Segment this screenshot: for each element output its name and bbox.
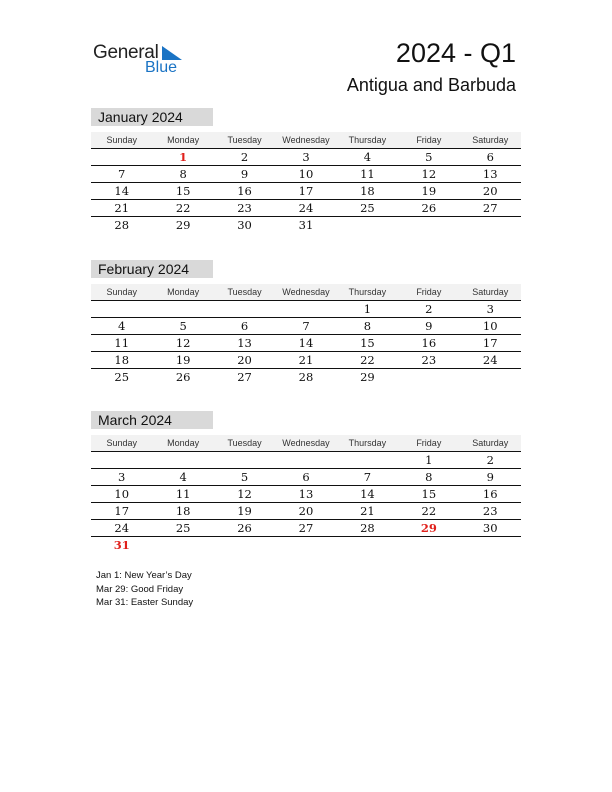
day-cell: 18 [360,184,375,198]
day-cell: 19 [237,504,252,518]
day-cell: 19 [175,353,191,367]
day-cell: 24 [482,353,498,367]
day-cell: 28 [298,370,314,384]
week-row [91,369,521,385]
day-cell: 5 [179,319,187,333]
day-cell: 2 [425,302,433,316]
day-cell: 23 [482,504,498,518]
weekday-label: Tuesday [227,438,262,448]
weekday-label: Saturday [472,287,509,297]
day-cell: 14 [360,487,375,501]
weekday-label: Sunday [106,135,137,145]
day-cell: 30 [237,218,252,232]
week-row [91,335,521,352]
weekday-label: Saturday [472,135,509,145]
weekday-label: Wednesday [282,287,330,297]
day-cell: 2 [486,453,494,467]
day-cell: 11 [175,487,191,501]
week-row [91,352,521,369]
day-cell: 12 [175,336,191,350]
day-cell: 20 [482,184,498,198]
day-cell: 8 [179,167,187,181]
holiday-day-cell: 1 [179,150,188,164]
day-cell: 31 [298,218,314,232]
day-cell: 10 [482,319,498,333]
holiday-day-cell: 31 [113,538,130,552]
country-name: Antigua and Barbuda [346,75,516,95]
week-row [91,537,521,553]
day-cell: 20 [298,504,314,518]
day-cell: 2 [240,150,249,164]
day-cell: 25 [175,521,191,535]
day-cell: 5 [425,150,433,164]
day-cell: 8 [425,470,433,484]
holiday-note: Jan 1: New Year’s Day [96,570,192,581]
day-cell: 22 [421,504,437,518]
day-cell: 9 [240,167,249,181]
weekday-label: Tuesday [227,287,262,297]
holiday-note: Mar 29: Good Friday [96,583,184,595]
day-cell: 6 [486,150,494,164]
month-name: January 2024 [91,108,213,126]
day-cell: 17 [114,504,130,518]
logo-general-text: General [93,42,159,63]
day-cell: 29 [175,218,191,232]
day-cell: 14 [298,336,314,350]
page-title: 2024 - Q1 [395,38,516,68]
day-cell: 26 [237,521,252,535]
day-cell: 16 [237,184,252,198]
day-cell: 1 [363,302,372,316]
day-cell: 18 [175,504,191,518]
day-cell: 4 [363,150,372,164]
weekday-label: Wednesday [282,438,330,448]
day-cell: 13 [298,487,314,501]
day-cell: 29 [360,370,375,384]
weekday-label: Friday [416,438,442,448]
day-cell: 6 [240,319,249,333]
day-cell: 30 [482,521,498,535]
day-cell: 28 [360,521,375,535]
weekday-label: Thursday [348,135,387,145]
day-cell: 1 [425,453,433,467]
day-cell: 27 [237,370,252,384]
month-march [91,411,521,553]
holiday-day-cell: 29 [420,521,437,535]
month-name: February 2024 [91,260,213,278]
day-cell: 9 [486,470,494,484]
weekday-header-row [91,284,521,301]
weekday-header-row [91,132,521,149]
day-cell: 27 [482,201,498,215]
day-cell: 24 [114,521,130,535]
day-cell: 12 [237,487,252,501]
day-cell: 4 [179,470,187,484]
day-cell: 19 [421,184,437,198]
day-cell: 25 [360,201,375,215]
day-cell: 11 [114,336,130,350]
weekday-label: Friday [416,135,442,145]
day-cell: 20 [237,353,252,367]
day-cell: 5 [240,470,249,484]
day-cell: 23 [421,353,437,367]
weekday-label: Thursday [348,438,387,448]
day-cell: 13 [482,167,498,181]
day-cell: 18 [114,353,130,367]
week-row [91,318,521,335]
weekday-label: Saturday [472,438,509,448]
day-cell: 4 [118,319,126,333]
day-cell: 22 [360,353,375,367]
weekday-label: Monday [167,438,200,448]
week-row [91,183,521,200]
day-cell: 26 [421,201,437,215]
day-cell: 21 [360,504,375,518]
week-row [91,452,521,469]
week-row [91,520,521,537]
day-cell: 10 [298,167,314,181]
week-row [91,166,521,183]
day-cell: 23 [237,201,252,215]
month-february [91,260,521,385]
day-cell: 9 [425,319,433,333]
weekday-label: Tuesday [227,135,262,145]
week-row [91,503,521,520]
day-cell: 21 [298,353,314,367]
day-cell: 6 [302,470,310,484]
weekday-label: Sunday [106,438,137,448]
month-name: March 2024 [91,411,213,429]
day-cell: 16 [421,336,437,350]
weekday-label: Monday [167,287,200,297]
week-row [91,486,521,503]
weekday-label: Wednesday [282,135,330,145]
weekday-label: Thursday [348,287,387,297]
day-cell: 7 [118,167,126,181]
logo-blue-text: Blue [145,59,178,76]
weekday-label: Monday [167,135,200,145]
day-cell: 21 [114,201,130,215]
holiday-notes [96,569,193,610]
weekday-header-row [91,435,521,452]
day-cell: 3 [302,150,310,164]
day-cell: 27 [298,521,314,535]
day-cell: 15 [175,184,191,198]
month-january [91,108,521,233]
day-cell: 28 [114,218,130,232]
weekday-label: Sunday [106,287,137,297]
day-cell: 13 [237,336,252,350]
day-cell: 24 [298,201,314,215]
day-cell: 7 [363,470,372,484]
week-row [91,301,521,318]
week-row [91,469,521,486]
day-cell: 16 [482,487,498,501]
holiday-note: Mar 31: Easter Sunday [96,597,194,608]
day-cell: 3 [486,302,494,316]
day-cell: 10 [114,487,130,501]
day-cell: 12 [421,167,437,181]
day-cell: 15 [421,487,437,501]
day-cell: 15 [360,336,375,350]
day-cell: 25 [114,370,130,384]
day-cell: 22 [175,201,191,215]
day-cell: 7 [302,319,310,333]
day-cell: 3 [118,470,126,484]
day-cell: 14 [114,184,130,198]
day-cell: 8 [363,319,372,333]
day-cell: 11 [360,167,375,181]
day-cell: 17 [298,184,314,198]
day-cell: 17 [482,336,498,350]
week-row [91,149,521,166]
week-row [91,217,521,233]
week-row [91,200,521,217]
day-cell: 26 [175,370,191,384]
weekday-label: Friday [416,287,442,297]
generalblue-logo [93,40,193,80]
